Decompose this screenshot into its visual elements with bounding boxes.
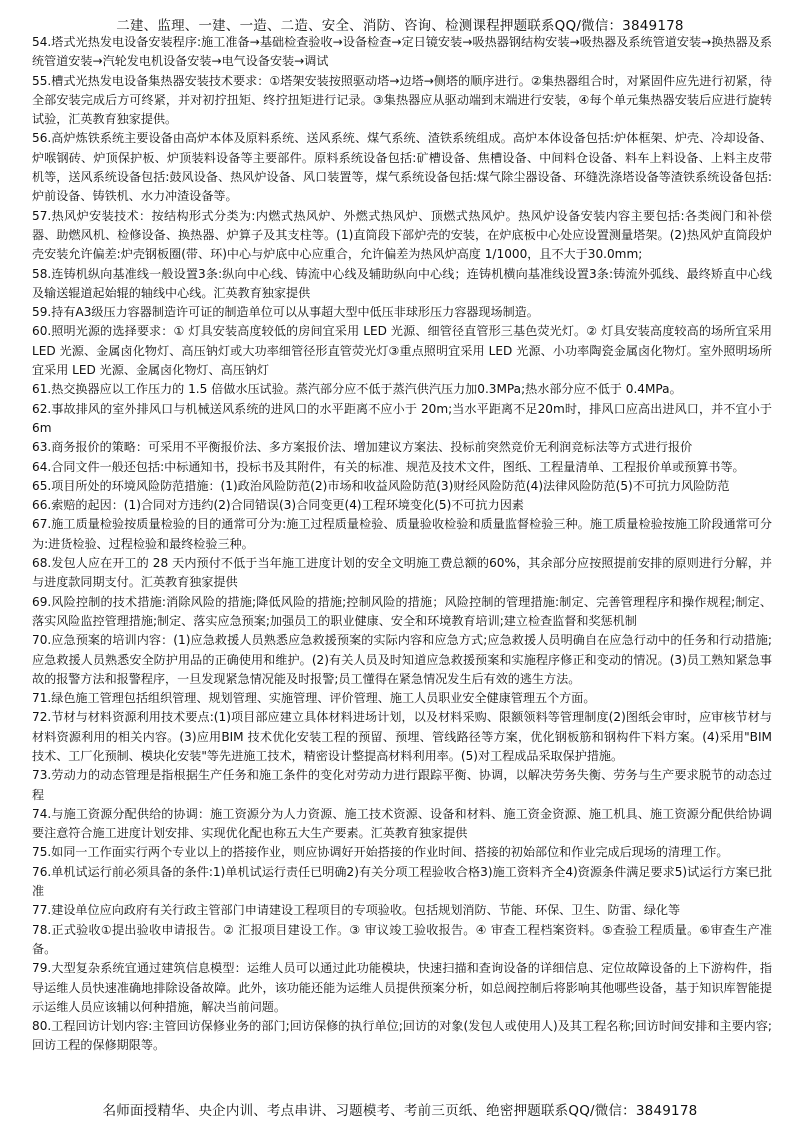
list-item: 70.应急预案的培训内容：(1)应急救援人员熟悉应急救援预案的实际内容和应急方式;应急救援人员明确自在应急行动中的任务和行动措施;应急救援人员熟悉安全防护用品的正确使用和维护。(2)有关人员及时知道应急救援预案和实施程序修正和变动的情况。(3)员工熟知紧急事故的报警方法和报警程序，一旦发现紧急情况能及时报警;员工懂得在紧急情况发生后有效的逃生方法。 (32, 633, 772, 686)
list-item: 65.项目所处的环境风险防范措施：(1)政治风险防范(2)市场和收益风险防范(3)财经风险防范(4)法律风险防范(5)不可抗力风险防范 (32, 478, 730, 493)
list-item: 75.如同一工作面实行两个专业以上的搭接作业，则应协调好开始搭接的作业时间、搭接的初始部位和作业完成后现场的清理工作。 (32, 845, 729, 860)
list-item: 71.绿色施工管理包括组织管理、规划管理、实施管理、评价管理、施工人员职业安全健康管理五个方面。 (32, 691, 596, 706)
page-header: 二建、监理、一建、一造、二造、安全、消防、咨询、检测课程押题联系QQ/微信：3849178 (116, 18, 684, 34)
list-item: 78.正式验收①提出验收申请报告。② 汇报项目建设工作。③ 审议竣工验收报告。④ 审查工程档案资料。⑤查验工程质量。⑥审查生产准备。 (32, 922, 772, 956)
list-item: 73.劳动力的动态管理是指根据生产任务和施工条件的变化对劳动力进行跟踪平衡、协调，以解决劳务失衡、劳务与生产要求脱节的动态过程 (32, 768, 772, 802)
list-item: 79.大型复杂系统宜通过建筑信息模型：运维人员可以通过此功能模块，快速扫描和查询设备的详细信息、定位故障设备的上下游构件，指导运维人员快速准确地排除设备故障。此外，该功能还能为运维人员提供预案分析，如总阀控制后将影响其他哪些设备，基于知识库智能提示运维人员应该辅以何种措施，解决当前问题。 (32, 961, 772, 1014)
list-item: 68.发包人应在开工的 28 天内预付不低于当年施工进度计划的安全文明施工费总额的60%，其余部分应按照提前安排的原则进行分解，并与进度款同期支付。汇英教育独家提供 (32, 556, 772, 590)
page-footer: 名师面授精华、央企内训、考点串讲、习题模考、考前三页纸、绝密押题联系QQ/微信：3849178 (102, 1103, 698, 1119)
list-item: 61.热交换器应以工作压力的 1.5 倍做水压试验。蒸汽部分应不低于蒸汽供汽压力加0.3MPa;热水部分应不低于 0.4MPa。 (32, 382, 682, 397)
list-item: 59.持有A3级压力容器制造许可证的制造单位可以从事超大型中低压非球形压力容器现场制造。 (32, 305, 539, 320)
list-item: 56.高炉炼铁系统主要设备由高炉本体及原料系统、送风系统、煤气系统、渣铁系统组成。高炉本体设备包括:炉体框架、炉壳、冷却设备、炉喉钢砖、炉顶保护板、炉顶装料设备等主要部件。原料系统设备包括:矿槽设备、焦槽设备、中间料仓设备、料车上料设备、上料主皮带机等，送风系统设备包括:鼓风设备、热风炉设备、风口装置等，煤气系统设备包括:煤气除尘器设备、环缝洗涤塔设备等渣铁系统设备包括:炉前设备、铸铁机、水力冲渣设备等。 (32, 131, 772, 204)
list-item: 55.槽式光热发电设备集热器安装技术要求：①塔架安装按照驱动塔→边塔→侧塔的顺序进行。②集热器组合时，对紧固件应先进行初紧，待全部安装完成后方可终紧，并对初拧扭矩、终拧扭矩进行记录。③集热器应从驱动端到末端进行安装，④每个单元集热器安装后应进行旋转试验，汇英教育独家提供。 (32, 73, 772, 127)
list-item: 67.施工质量检验按质量检验的目的通常可分为:施工过程质量检验、质量验收检验和质量监督检验三种。施工质量检验按施工阶段通常可分为:进货检验、过程检验和最终检验三种。 (32, 517, 772, 551)
list-item: 64.合同文件一般还包括:中标通知书，投标书及其附件，有关的标准、规范及技术文件，图纸、工程量清单、工程报价单或预算书等。 (32, 459, 745, 474)
list-item: 66.索赔的起因：(1)合同对方违约(2)合同错误(3)合同变更(4)工程环境变化(5)不可抗力因素 (32, 498, 524, 513)
document-body (32, 33, 772, 1056)
list-item: 57.热风炉安装技术：按结构形式分类为:内燃式热风炉、外燃式热风炉、顶燃式热风炉。热风炉设备安装内容主要包括:各类阀门和补偿器、助燃风机、检修设备、换热器、炉算子及其支柱等。(1)直筒段下部炉壳的安装，在炉底板中心处应设置测量塔架。(2)热风炉直筒段炉壳安装允许偏差:炉壳钢板圈(带、环)中心与炉底中心应重合，允许偏差为热风炉高度 1/1000，且不大于30.0mm; (32, 208, 772, 262)
list-item: 60.照明光源的选择要求：① 灯具安装高度较低的房间宜采用 LED 光源、细管径直管形三基色荧光灯。② 灯具安装高度较高的场所宜采用 LED 光源、金属卤化物灯、高压钠灯或大功率细管径形直管荧光灯③重点照明宜采用 LED 光源、小功率陶瓷金属卤化物灯。室外照明场所宜采用 LED 光源、金属卤化物灯、高压钠灯 (32, 324, 772, 378)
list-item: 69.风险控制的技术措施:消除风险的措施;降低风险的措施;控制风险的措施；风险控制的管理措施:制定、完善管理程序和操作规程;制定、落实风险监控管理措施;制定、落实应急预案;加强员工的职业健康、安全和环境教育培训;建立检查监督和奖惩机制 (32, 594, 772, 628)
list-item: 72.节材与材料资源利用技术要点:(1)项目部应建立具体材料进场计划，以及材料采购、限额领料等管理制度(2)图纸会审时，应审核节材与材料资源利用的相关内容。(3)应用BIM 技术优化安装工程的预留、预埋、管线路径等方案，优化钢板筋和钢构件下料方案。(4)采用"BIM 技术、工厂化预制、模块化安装"等先进施工技术，精密设计整提高材料利用率。(5)对工程成品采取保护措施。 (32, 710, 772, 763)
list-item: 54.塔式光热发电设备安装程序:施工准备→基础检查验收→设备检查→定日镜安装→吸热器钢结构安装→吸热器及系统管道安装→换热器及系统管道安装→汽轮发电机设备安装→电气设备安装→调试 (32, 35, 772, 69)
list-item: 58.连铸机纵向基准线一般设置3条:纵向中心线、铸流中心线及辅助纵向中心线；连铸机横向基准线设置3条:铸流外弧线、最终矫直中心线及输送辊道起始辊的轴线中心线。汇英教育独家提供 (32, 266, 772, 300)
list-item: 63.商务报价的策略：可采用不平衡报价法、多方案报价法、增加建议方案法、投标前突然竞价无利润竞标法等方式进行报价 (32, 440, 693, 455)
list-item: 80.工程回访计划内容:主管回访保修业务的部门;回访保修的执行单位;回访的对象(发包人或使用人)及其工程名称;回访时间安排和主要内容;回访工程的保修期限等。 (32, 1019, 772, 1053)
list-item: 74.与施工资源分配供给的协调：施工资源分为人力资源、施工技术资源、设备和材料、施工资金资源、施工机具、施工资源分配供给协调要注意符合施工进度计划安排、实现优化配也称五大生产要素。汇英教育独家提供 (32, 806, 772, 841)
list-item: 62.事故排风的室外排风口与机械送风系统的进风口的水平距离不应小于 20m;当水平距离不足20m时，排风口应高出进风口，并不宜小于 6m (32, 401, 772, 435)
list-item: 77.建设单位应向政府有关行政主管部门申请建设工程项目的专项验收。包括规划消防、节能、环保、卫生、防雷、绿化等 (32, 903, 681, 918)
list-item: 76.单机试运行前必须具备的条件:1)单机试运行责任已明确2)有关分项工程验收合格3)施工资料齐全4)资源条件满足要求5)试运行方案已批准 (32, 864, 772, 899)
